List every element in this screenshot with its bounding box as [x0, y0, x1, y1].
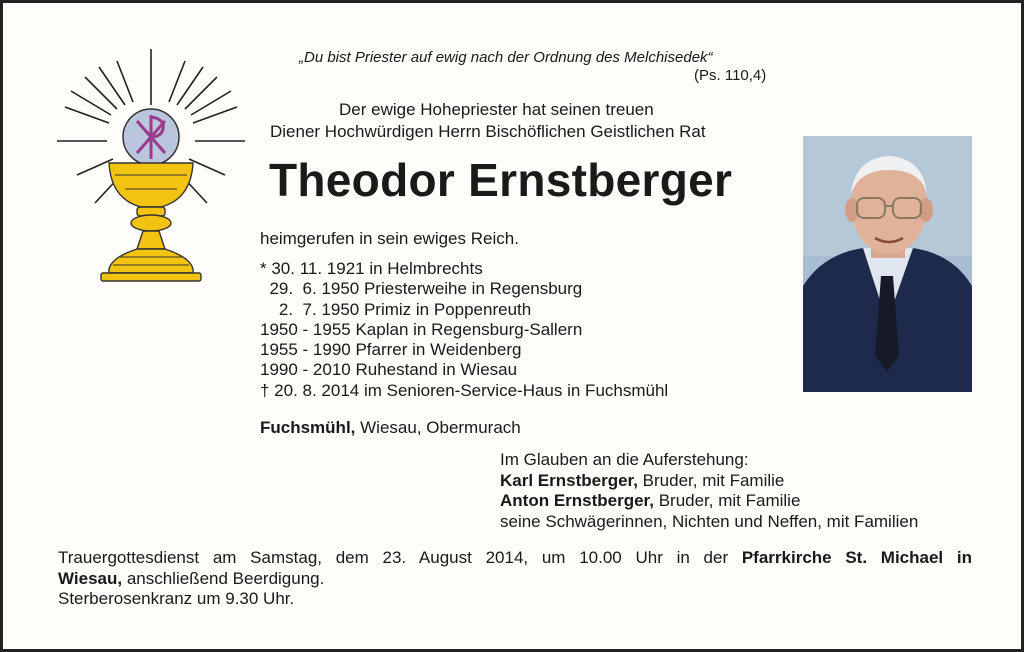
biography-line: 29. 6. 1950 Priesterweihe in Regensburg	[260, 279, 583, 299]
biography-line: 1955 - 1990 Pfarrer in Weidenberg	[260, 340, 522, 360]
bible-quote: „Du bist Priester auf ewig nach der Ordnung des Melchisedek“	[299, 49, 713, 66]
biography-line: * 30. 11. 1921 in Helmbrechts	[260, 259, 483, 278]
biography-line: † 20. 8. 2014 im Senioren-Service-Haus in Fuchsmühl	[260, 380, 669, 400]
mourner-relation: Bruder, mit Familie	[653, 491, 801, 510]
place-rest: Wiesau, Obermurach	[355, 418, 521, 437]
service-line-2	[58, 569, 972, 590]
service-text: Trauergottesdienst am Samstag, dem 23. August 2014, um 10.00 Uhr in der	[58, 548, 742, 567]
biography-line: 2. 7. 1950 Primiz in Poppenreuth	[260, 299, 532, 319]
biography-list	[260, 259, 668, 401]
portrait-photo	[803, 136, 972, 392]
burial-text: anschließend Beerdigung.	[122, 568, 325, 588]
bible-reference: (Ps. 110,4)	[694, 67, 767, 84]
intro-line-1: Der ewige Hohepriester hat seinen treuen	[339, 100, 654, 119]
chalice-icon	[55, 47, 247, 287]
places-line	[260, 418, 521, 438]
mourners-block	[500, 450, 918, 532]
mourners-others: seine Schwägerinnen, Nichten und Neffen, mit Familien	[500, 511, 919, 531]
mourner-name: Karl Ernstberger,	[500, 470, 638, 490]
mourner-name: Anton Ernstberger,	[500, 491, 654, 510]
service-info	[58, 548, 972, 610]
mourner-karl	[500, 471, 918, 492]
mourners-heading: Im Glauben an die Auferstehung:	[500, 450, 749, 469]
church-name: Pfarrkirche St. Michael in	[741, 548, 972, 567]
called-home-text: heimgerufen in sein ewiges Reich.	[260, 229, 519, 248]
church-town: Wiesau,	[58, 568, 123, 588]
biography-line: 1990 - 2010 Ruhestand in Wiesau	[260, 360, 518, 380]
biography-line: 1950 - 1955 Kaplan in Regensburg-Sallern	[260, 319, 583, 339]
chalice-body	[101, 163, 201, 281]
mourner-relation: Bruder, mit Familie	[637, 470, 785, 490]
mourner-anton	[500, 491, 918, 512]
intro-line-2: Diener Hochwürdigen Herrn Bischöflichen Geistlichen Rat	[270, 122, 706, 141]
place-bold: Fuchsmühl,	[260, 418, 356, 437]
rosary-text: Sterberosenkranz um 9.30 Uhr.	[58, 589, 295, 608]
deceased-name: Theodor Ernstberger	[269, 154, 733, 206]
service-line-1	[58, 548, 972, 569]
